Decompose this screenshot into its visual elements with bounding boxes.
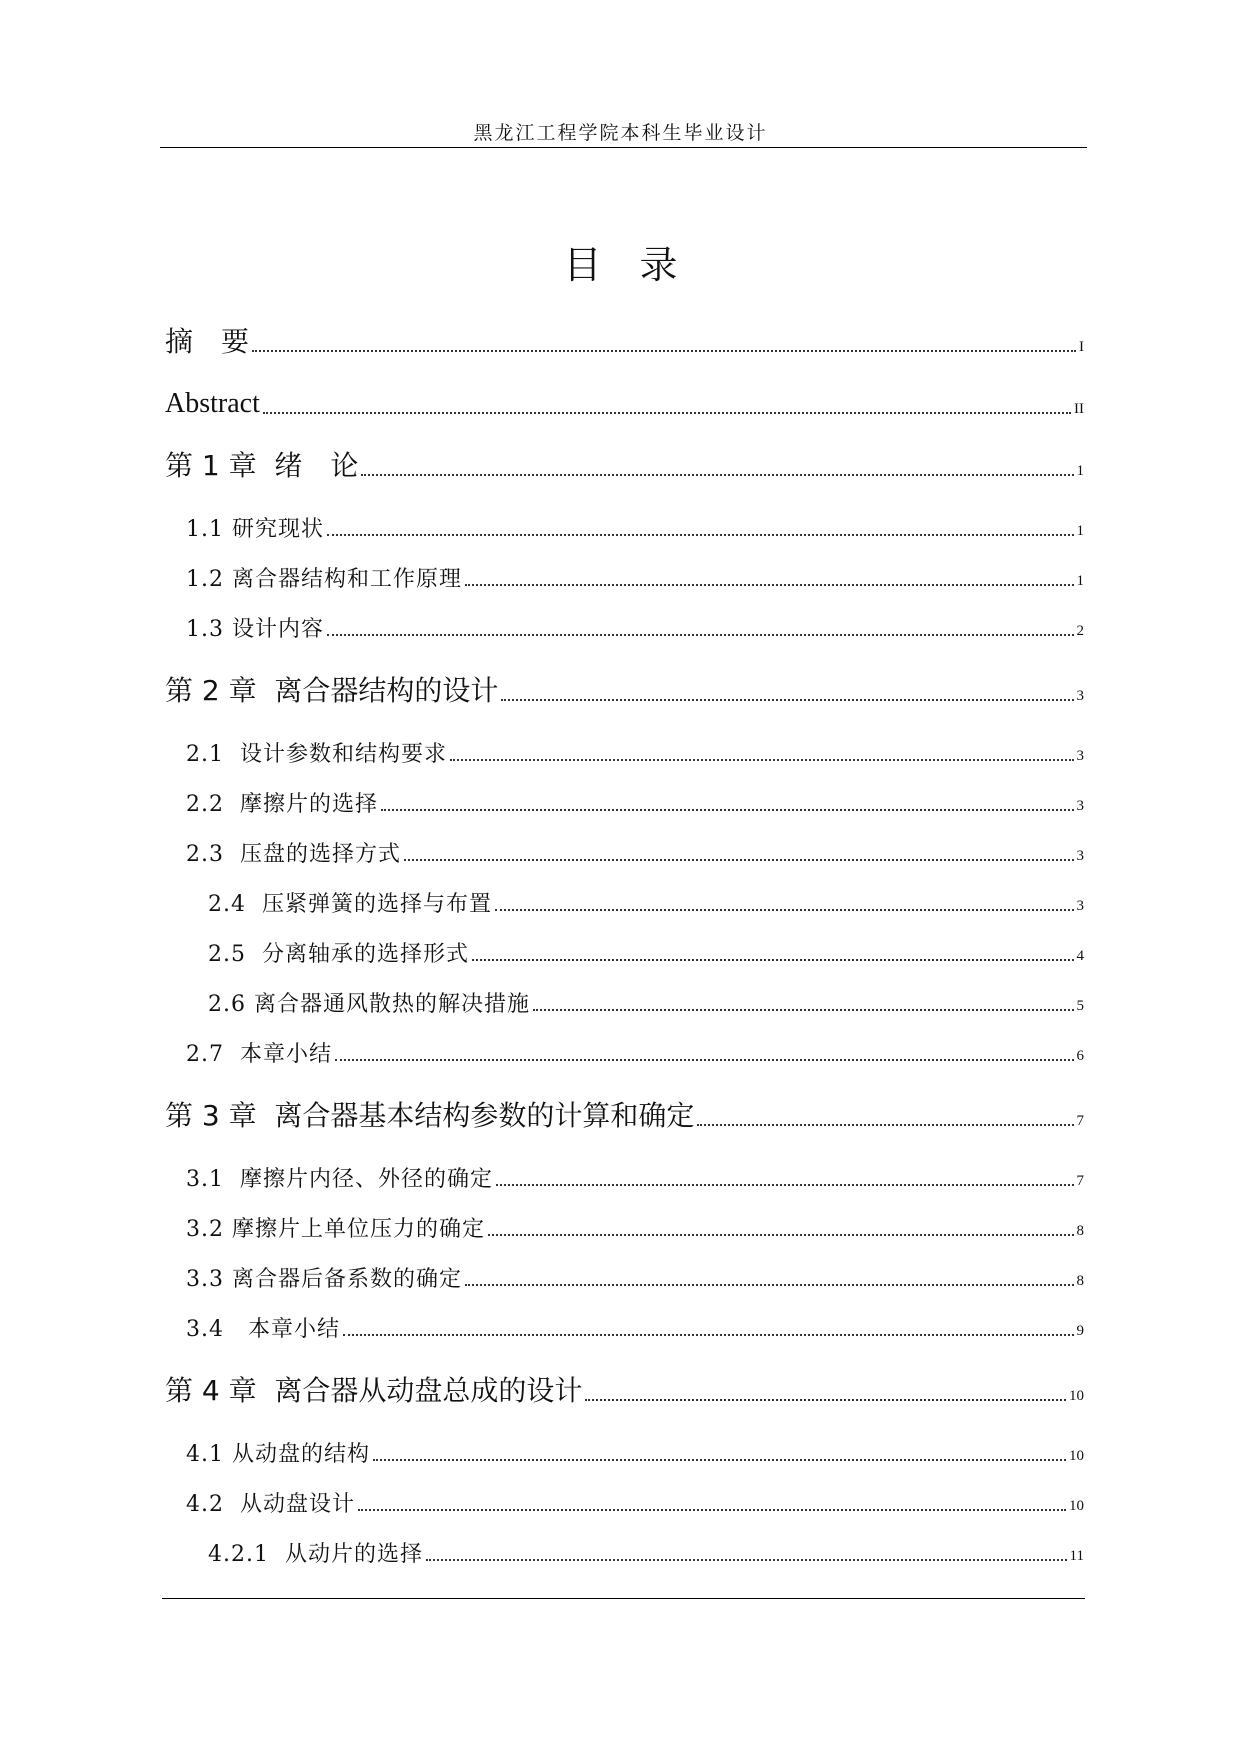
- toc-page-number: 5: [1076, 998, 1084, 1014]
- toc-entry[interactable]: [186, 1431, 1084, 1467]
- toc-entry[interactable]: [208, 881, 1084, 917]
- dot-leader: [465, 584, 1074, 586]
- toc-entry[interactable]: [208, 931, 1084, 967]
- toc-page-number: 10: [1069, 1498, 1084, 1514]
- toc-entry-title: 2.2 摩擦片的选择: [186, 791, 378, 817]
- toc-entry-title: 2.7 本章小结: [186, 1041, 332, 1067]
- toc-entry-title: Abstract: [165, 387, 260, 419]
- toc-entry-title: 4.2 从动盘设计: [186, 1491, 355, 1517]
- toc-entry[interactable]: [186, 731, 1084, 767]
- toc-page-number: 4: [1076, 948, 1084, 964]
- toc-page-number: 10: [1069, 1448, 1084, 1464]
- dot-leader: [472, 959, 1074, 961]
- toc-entry-title: 1.1 研究现状: [186, 516, 324, 542]
- toc-page-number: 1: [1076, 573, 1084, 589]
- dot-leader: [426, 1559, 1067, 1561]
- toc-entry-title: 摘 要: [165, 324, 250, 358]
- dot-leader: [585, 1399, 1066, 1401]
- dot-leader: [343, 1334, 1074, 1336]
- toc-entry[interactable]: [186, 781, 1084, 817]
- toc-entry-title: 3.3 离合器后备系数的确定: [186, 1266, 462, 1292]
- toc-entry-title: 2.5 分离轴承的选择形式: [208, 941, 469, 967]
- dot-leader: [488, 1234, 1074, 1236]
- toc-page-number: 2: [1076, 623, 1084, 639]
- toc-entry[interactable]: [186, 1156, 1084, 1192]
- toc-entry[interactable]: [186, 1306, 1084, 1342]
- dot-leader: [252, 350, 1076, 352]
- dot-leader: [495, 909, 1074, 911]
- toc-page-number: II: [1074, 401, 1084, 417]
- toc-page-number: I: [1079, 339, 1084, 355]
- toc-entry-title: 2.3 压盘的选择方式: [186, 841, 401, 867]
- dot-leader: [373, 1459, 1066, 1461]
- dot-leader: [496, 1184, 1074, 1186]
- toc-page-number: 3: [1076, 848, 1084, 864]
- toc-entry-title: 第 3 章 离合器基本结构参数的计算和确定: [165, 1098, 695, 1132]
- toc-page-number: 3: [1076, 688, 1084, 704]
- toc-entry-title: 第 1 章 绪 论: [165, 448, 359, 482]
- toc-entry[interactable]: [186, 1031, 1084, 1067]
- toc-page-number: 7: [1076, 1173, 1084, 1189]
- toc-title: 目 录: [563, 243, 678, 287]
- toc-page-number: 3: [1076, 748, 1084, 764]
- toc-page-number: 8: [1076, 1223, 1084, 1239]
- toc-entry[interactable]: [186, 556, 1084, 592]
- toc-page-number: 6: [1076, 1048, 1084, 1064]
- dot-leader: [697, 1124, 1073, 1126]
- toc-entry[interactable]: [186, 1206, 1084, 1242]
- toc-entry[interactable]: [165, 322, 1084, 358]
- toc-page-number: 1: [1076, 463, 1084, 479]
- toc-page-number: 8: [1076, 1273, 1084, 1289]
- dot-leader: [533, 1009, 1074, 1011]
- dot-leader: [335, 1059, 1074, 1061]
- header-rule: [160, 147, 1087, 148]
- dot-leader: [361, 474, 1073, 476]
- toc-entry-title: 1.3 设计内容: [186, 616, 324, 642]
- page-header: 黑龙江工程学院本科生毕业设计: [473, 122, 768, 144]
- dot-leader: [404, 859, 1074, 861]
- toc-page-number: 3: [1076, 898, 1084, 914]
- dot-leader: [327, 634, 1074, 636]
- dot-leader: [465, 1284, 1074, 1286]
- dot-leader: [450, 759, 1074, 761]
- toc-entry-title: 2.4 压紧弹簧的选择与布置: [208, 891, 492, 917]
- toc-entry[interactable]: [186, 831, 1084, 867]
- toc-entry-title: 4.1 从动盘的结构: [186, 1441, 370, 1467]
- toc-entry[interactable]: [165, 384, 1084, 420]
- dot-leader: [263, 412, 1071, 414]
- dot-leader: [501, 699, 1073, 701]
- toc-entry-title: 3.1 摩擦片内径、外径的确定: [186, 1166, 493, 1192]
- toc-page-number: 10: [1069, 1388, 1084, 1404]
- toc-entry[interactable]: [186, 506, 1084, 542]
- toc-page-number: 7: [1076, 1113, 1084, 1129]
- toc-entry[interactable]: [186, 1256, 1084, 1292]
- toc-page-number: 1: [1076, 523, 1084, 539]
- toc-entry-title: 3.2 摩擦片上单位压力的确定: [186, 1216, 485, 1242]
- toc-page-number: 3: [1076, 798, 1084, 814]
- toc-entry[interactable]: [186, 606, 1084, 642]
- toc-entry[interactable]: [165, 1371, 1084, 1407]
- dot-leader: [381, 809, 1074, 811]
- toc-entry-title: 1.2 离合器结构和工作原理: [186, 566, 462, 592]
- dot-leader: [358, 1509, 1066, 1511]
- toc-entry[interactable]: [208, 981, 1084, 1017]
- toc-entry-title: 3.4 本章小结: [186, 1316, 340, 1342]
- toc-entry[interactable]: [186, 1481, 1084, 1517]
- toc-entry-title: 2.1 设计参数和结构要求: [186, 741, 447, 767]
- toc-entry-title: 第 4 章 离合器从动盘总成的设计: [165, 1373, 583, 1407]
- toc-entry[interactable]: [165, 446, 1084, 482]
- toc-entry-title: 第 2 章 离合器结构的设计: [165, 673, 499, 707]
- footer-rule: [162, 1598, 1085, 1599]
- toc-entry[interactable]: [208, 1531, 1084, 1567]
- toc-entry[interactable]: [165, 1096, 1084, 1132]
- toc-entry[interactable]: [165, 671, 1084, 707]
- toc-entry-title: 4.2.1 从动片的选择: [208, 1541, 423, 1567]
- toc-entry-title: 2.6 离合器通风散热的解决措施: [208, 991, 530, 1017]
- toc-page-number: 11: [1069, 1548, 1084, 1564]
- toc-page-number: 9: [1076, 1323, 1084, 1339]
- dot-leader: [327, 534, 1074, 536]
